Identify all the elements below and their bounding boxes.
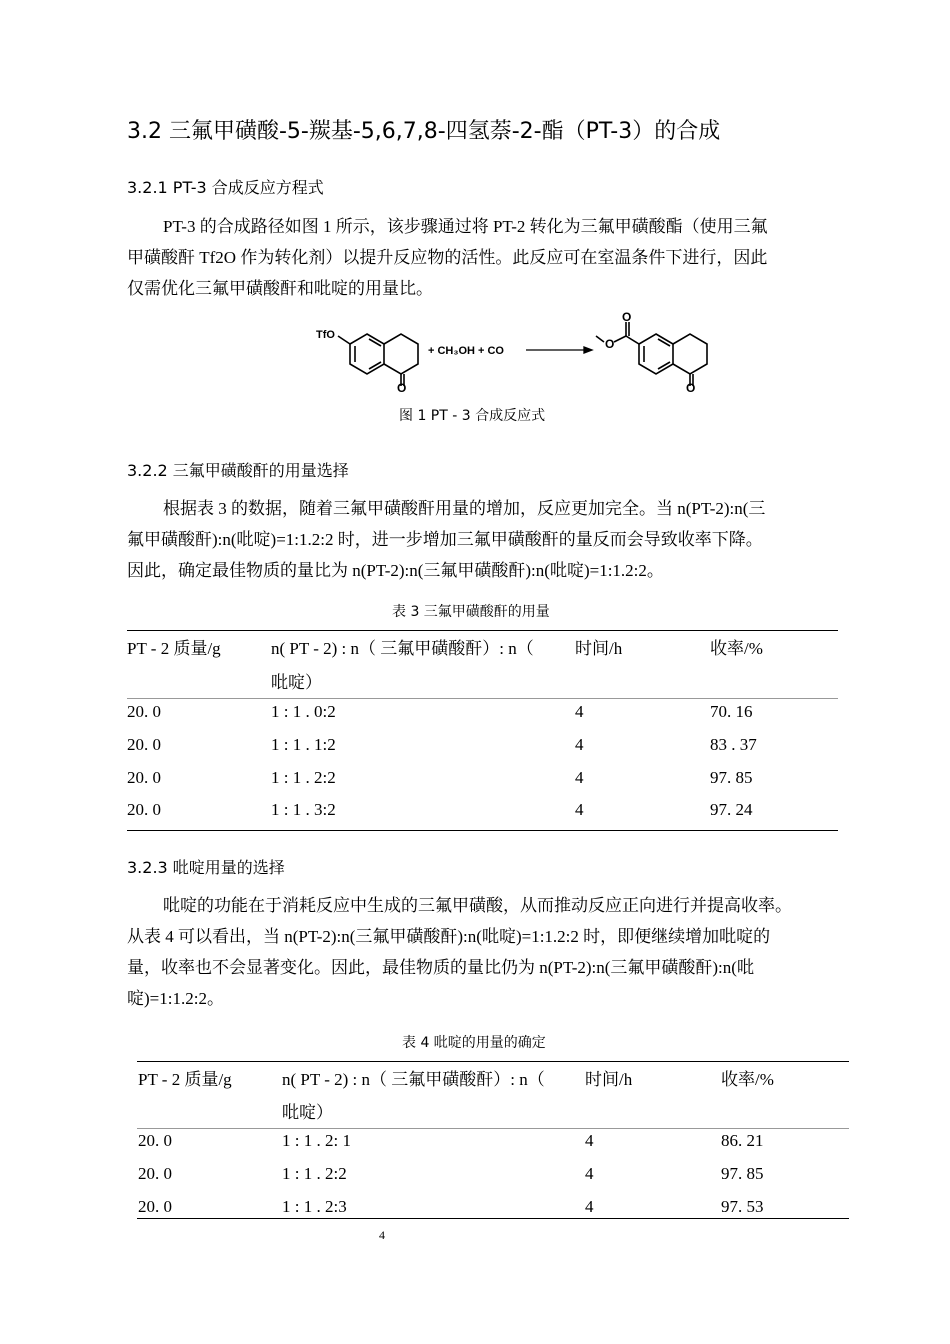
table-cell: 83 . 37 bbox=[710, 735, 757, 754]
methoxy-oxygen-label: O bbox=[605, 337, 615, 351]
table-3-caption: 表 3 三氟甲磺酸酐的用量 bbox=[392, 604, 550, 620]
table-cell: 20. 0 bbox=[127, 768, 161, 787]
table-cell: 20. 0 bbox=[127, 735, 161, 754]
table-cell: 4 bbox=[585, 1131, 594, 1150]
paragraph-line: 从表 4 可以看出，当 n(PT-2):n(三氟甲磺酸酐):n(吡啶)=1:1.2:2 时，即便继续增加吡啶的 bbox=[127, 927, 771, 946]
table-3-bottom-rule bbox=[127, 830, 838, 831]
header-cell: n( PT - 2) : n（ 三氟甲磺酸酐）: n（ bbox=[282, 1070, 545, 1089]
table-cell: 97. 85 bbox=[710, 768, 753, 787]
paragraph-line: 甲磺酸酐 Tf2O 作为转化剂）以提升反应物的活性。此反应可在室温条件下进行，因此 bbox=[127, 248, 768, 267]
table-cell: 1 : 1 . 1:2 bbox=[271, 735, 336, 754]
table-cell: 1 : 1 . 2:3 bbox=[282, 1197, 347, 1216]
table-cell: 4 bbox=[585, 1164, 594, 1183]
reaction-scheme-figure bbox=[300, 306, 720, 398]
header-cell-continuation: 吡啶） bbox=[282, 1103, 333, 1122]
header-cell: 时间/h bbox=[585, 1070, 633, 1089]
paragraph-3-2-1 bbox=[127, 211, 862, 304]
subsection-heading-3-2-1: 3.2.1 PT-3 合成反应方程式 bbox=[127, 178, 324, 197]
paragraph-line: 吡啶的功能在于消耗反应中生成的三氟甲磺酸，从而推动反应正向进行并提高收率。 bbox=[163, 896, 792, 915]
paragraph-line: PT-3 的合成路径如图 1 所示，该步骤通过将 PT-2 转化为三氟甲磺酸酯（使用三氟 bbox=[163, 217, 768, 236]
subsection-heading-3-2-3: 3.2.3 吡啶用量的选择 bbox=[127, 858, 285, 877]
header-cell-continuation: 吡啶） bbox=[271, 673, 322, 692]
table-3-header-rule bbox=[127, 698, 838, 699]
table-cell: 1 : 1 . 0:2 bbox=[271, 702, 336, 721]
table-cell: 1 : 1 . 2:2 bbox=[271, 768, 336, 787]
table-cell: 1 : 1 . 2: 1 bbox=[282, 1131, 351, 1150]
table-cell: 1 : 1 . 2:2 bbox=[282, 1164, 347, 1183]
ester-oxygen-label: O bbox=[622, 310, 632, 324]
reagents-text: + CH₃OH + CO bbox=[428, 345, 504, 357]
subsection-heading-3-2-2: 3.2.2 三氟甲磺酸酐的用量选择 bbox=[127, 461, 349, 480]
paragraph-3-2-2 bbox=[127, 493, 862, 586]
table-cell: 20. 0 bbox=[138, 1131, 172, 1150]
table-cell: 4 bbox=[575, 735, 584, 754]
paragraph-3-2-3 bbox=[127, 890, 862, 1014]
carbonyl-oxygen-label: O bbox=[397, 381, 407, 395]
paragraph-line: 量，收率也不会显著变化。因此，最佳物质的量比仍为 n(PT-2):n(三氟甲磺酸酐):n(吡 bbox=[127, 958, 754, 977]
table-cell: 97. 85 bbox=[721, 1164, 764, 1183]
table-cell: 4 bbox=[585, 1197, 594, 1216]
table-cell: 20. 0 bbox=[138, 1164, 172, 1183]
paragraph-line: 啶)=1:1.2:2。 bbox=[127, 989, 224, 1008]
table-cell: 4 bbox=[575, 768, 584, 787]
reactant-structure bbox=[338, 334, 418, 386]
product-carbonyl-oxygen-label: O bbox=[686, 381, 696, 395]
table-cell: 86. 21 bbox=[721, 1131, 764, 1150]
table-4-bottom-rule bbox=[137, 1218, 849, 1219]
product-structure bbox=[596, 322, 707, 386]
header-cell: PT - 2 质量/g bbox=[138, 1070, 232, 1089]
page-number: 4 bbox=[379, 1228, 385, 1242]
header-cell: 时间/h bbox=[575, 639, 623, 658]
table-3-top-rule bbox=[127, 630, 838, 631]
table-4-header-rule bbox=[137, 1128, 849, 1129]
header-cell: 收率/% bbox=[710, 639, 763, 658]
section-heading: 3.2 三氟甲磺酸-5-羰基-5,6,7,8-四氢萘-2-酯（PT-3）的合成 bbox=[127, 119, 721, 144]
header-cell: n( PT - 2) : n（ 三氟甲磺酸酐）: n（ bbox=[271, 639, 534, 658]
table-4-caption: 表 4 吡啶的用量的确定 bbox=[402, 1035, 546, 1051]
table-cell: 20. 0 bbox=[127, 702, 161, 721]
table-cell: 4 bbox=[575, 800, 584, 819]
table-cell: 70. 16 bbox=[710, 702, 753, 721]
table-cell: 97. 53 bbox=[721, 1197, 764, 1216]
tfo-label: TfO bbox=[316, 329, 335, 341]
paragraph-line: 根据表 3 的数据，随着三氟甲磺酸酐用量的增加，反应更加完全。当 n(PT-2):n(三 bbox=[163, 499, 766, 518]
table-cell: 20. 0 bbox=[127, 800, 161, 819]
header-cell: PT - 2 质量/g bbox=[127, 639, 221, 658]
reaction-arrow-icon bbox=[526, 347, 592, 353]
header-cell: 收率/% bbox=[721, 1070, 774, 1089]
paragraph-line: 因此，确定最佳物质的量比为 n(PT-2):n(三氟甲磺酸酐):n(吡啶)=1:1.2:2。 bbox=[127, 561, 664, 580]
paragraph-line: 仅需优化三氟甲磺酸酐和吡啶的用量比。 bbox=[127, 279, 433, 298]
table-4-top-rule bbox=[137, 1061, 849, 1062]
figure-caption: 图 1 PT - 3 合成反应式 bbox=[399, 408, 546, 424]
table-cell: 20. 0 bbox=[138, 1197, 172, 1216]
paragraph-line: 氟甲磺酸酐):n(吡啶)=1:1.2:2 时，进一步增加三氟甲磺酸酐的量反而会导致收率下降。 bbox=[127, 530, 763, 549]
table-cell: 4 bbox=[575, 702, 584, 721]
table-cell: 97. 24 bbox=[710, 800, 753, 819]
table-cell: 1 : 1 . 3:2 bbox=[271, 800, 336, 819]
